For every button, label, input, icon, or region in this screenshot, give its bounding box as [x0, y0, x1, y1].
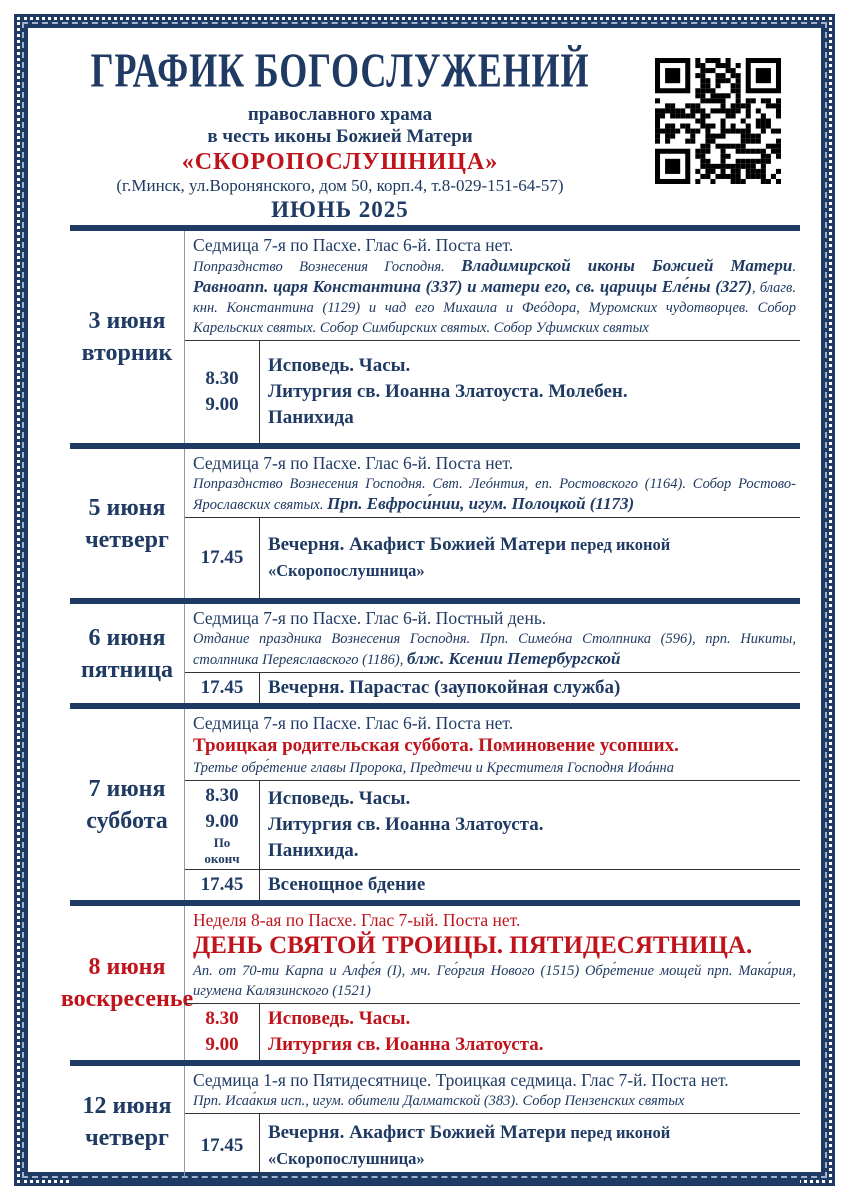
week-header: Седмица 7-я по Пасхе. Глас 6-й. Поста нет.	[193, 453, 514, 473]
service-row	[185, 340, 800, 443]
service-text: «Скоропослушница»	[268, 561, 425, 580]
service-text: Исповедь. Часы.	[268, 788, 411, 809]
service-time: 9.00	[205, 811, 239, 832]
service-line	[268, 1120, 792, 1146]
subtitle-line1: православного храма	[247, 104, 433, 125]
saints-commemoration	[193, 758, 796, 778]
service-time: 8.30	[205, 785, 239, 806]
day-body	[185, 906, 800, 1060]
weekday-label: четверг	[85, 526, 169, 553]
service-text: Литургия св. Иоанна Златоуста.	[268, 814, 544, 835]
service-line	[268, 379, 792, 405]
service-text: Литургия св. Иоанна Златоуста.	[268, 1034, 544, 1055]
service-line	[268, 1146, 792, 1172]
service-time: 9.00	[205, 1034, 239, 1055]
date-cell	[60, 906, 194, 1060]
day-info	[185, 1066, 800, 1113]
service-text: перед иконой	[566, 535, 671, 554]
service-text: Литургия св. Иоанна Златоуста. Молебен.	[268, 381, 628, 402]
saint-text: Отдание праздника Вознесения Господня. Прп. Симеóна Столпника (596), прп. Никиты, столпника Переяславского (1186),	[193, 631, 796, 668]
address: (г.Минск, ул.Воронянского, дом 50, корп.4, т.8-029-151-64-57)	[116, 176, 564, 195]
weekday-label: вторник	[81, 340, 173, 366]
service-text: Исповедь. Часы.	[268, 1008, 411, 1029]
service-times	[185, 518, 260, 598]
week-header: Седмица 7-я по Пасхе. Глас 6-й. Поста нет.	[193, 235, 514, 255]
service-time-note: оконч	[204, 851, 240, 866]
service-lines	[260, 781, 800, 869]
date-label: 8 июня	[88, 954, 166, 980]
saint-text: Равноапп. царя Константина (337) и матери его, св. царицы Еле́ны (327)	[193, 277, 753, 296]
service-time-note: По	[213, 835, 231, 850]
weekday-label: воскресенье	[60, 986, 194, 1012]
week-header: Седмица 7-я по Пасхе. Глас 6-й. Постный день.	[193, 608, 547, 628]
service-text: Вечерня. Акафист Божией Матери	[268, 1122, 567, 1143]
feast-title: Троицкая родительская суббота. Поминовение усопших.	[193, 735, 679, 756]
saints-commemoration	[193, 629, 796, 670]
day-row	[60, 900, 800, 1060]
service-row	[185, 1003, 800, 1060]
service-lines	[260, 341, 800, 443]
service-times	[185, 1004, 260, 1060]
date-label: 6 июня	[88, 624, 166, 651]
service-line	[268, 812, 792, 838]
date-cell	[70, 449, 185, 598]
date-label: 5 июня	[88, 494, 166, 521]
saint-text: Попразднство Вознесения Господня. Свт. Леóнтия, еп. Ростовского (1164). Собор Ростово-Ярославских святых.	[193, 476, 796, 513]
service-text: Всенощное бдение	[268, 874, 426, 895]
service-text: перед иконой	[566, 1123, 671, 1142]
date-cell	[70, 1066, 185, 1178]
service-text: «Скоропослушница»	[268, 1149, 425, 1168]
saints-commemoration	[193, 474, 796, 515]
service-lines	[260, 673, 800, 703]
day-body	[185, 231, 800, 443]
service-line	[268, 405, 792, 431]
qr-code[interactable]	[655, 58, 781, 184]
service-lines	[260, 870, 800, 900]
day-body	[185, 604, 800, 703]
service-time: 17.45	[200, 1135, 244, 1156]
service-line	[268, 872, 792, 898]
service-times	[185, 673, 260, 703]
month: ИЮНЬ 2025	[271, 197, 409, 222]
service-line	[268, 532, 792, 558]
service-line	[268, 786, 792, 812]
day-info	[185, 906, 800, 1003]
service-time: 17.45	[200, 677, 244, 698]
service-row	[185, 869, 800, 900]
saint-text: Третье обре́тение главы Пророка, Предтечи и Крестителя Господня Иоáнна	[193, 760, 674, 776]
saint-text: Прп. Исаа́кия исп., игум. обители Далматской (383). Собор Пензенских святых	[193, 1093, 685, 1109]
service-line	[268, 353, 792, 379]
weekday-label: суббота	[86, 807, 168, 834]
saint-text: Прп. Евфроси́нии, игум. Полоцкой (1173)	[327, 494, 635, 513]
day-body	[185, 709, 800, 900]
service-lines	[260, 1114, 800, 1178]
saint-text: , благв. кнн. Константина (1129) и чад его Михаила и Феóдора, Муромских чудотворцев. Собор Карельских святых. Собор Симбирских святых. Собор Уфимских святых	[193, 280, 796, 336]
day-info	[185, 231, 800, 340]
service-row	[185, 780, 800, 869]
service-times	[185, 870, 260, 900]
saint-text: .	[792, 259, 796, 275]
saints-commemoration	[193, 256, 796, 338]
saint-text: Попразднство Вознесения Господня.	[193, 259, 462, 275]
saint-text: Ап. от 70-ти Карпа и Алфе́я (I), мч. Гео́ргия Нового (1515) Обре́тение мощей прп. Мака́рия, игумена Калязинского (1521)	[193, 963, 796, 999]
saint-text: Владимирской иконы Божией Матери	[461, 256, 793, 275]
week-header: Неделя 8-ая по Пасхе. Глас 7-ый. Поста нет.	[193, 910, 521, 930]
day-row	[70, 1060, 800, 1183]
service-line	[268, 675, 792, 701]
date-cell	[70, 709, 185, 900]
service-text: Вечерня. Акафист Божией Матери	[268, 534, 567, 555]
day-row	[70, 443, 800, 598]
saints-commemoration	[193, 961, 796, 1001]
service-time: 17.45	[200, 547, 244, 568]
schedule-table	[60, 225, 800, 1183]
service-line	[268, 558, 792, 584]
service-time: 9.00	[205, 394, 239, 415]
date-label: 12 июня	[82, 1093, 172, 1119]
service-row	[185, 1113, 800, 1178]
service-lines	[260, 518, 800, 598]
service-row	[185, 672, 800, 703]
day-body	[185, 449, 800, 598]
service-times	[185, 1114, 260, 1178]
service-times	[185, 781, 260, 869]
service-row	[185, 517, 800, 598]
day-row	[70, 225, 800, 443]
day-row	[70, 703, 800, 900]
date-label: 3 июня	[88, 308, 166, 334]
date-cell	[70, 604, 185, 703]
service-time: 17.45	[200, 874, 244, 895]
service-text: Исповедь. Часы.	[268, 355, 411, 376]
week-header: Седмица 1-я по Пятидесятнице. Троицкая седмица. Глас 7-й. Поста нет.	[193, 1070, 729, 1090]
week-header: Седмица 7-я по Пасхе. Глас 6-й. Поста нет.	[193, 713, 514, 733]
date-label: 7 июня	[88, 775, 166, 802]
date-cell	[70, 231, 185, 443]
weekday-label: пятница	[80, 656, 174, 683]
service-line	[268, 1006, 792, 1032]
service-text: Вечерня. Парастас (заупокойная служба)	[268, 677, 621, 698]
service-time: 8.30	[205, 1008, 239, 1029]
church-name: «СКОРОПОСЛУШНИЦА»	[181, 149, 499, 175]
day-row	[70, 598, 800, 703]
saints-commemoration	[193, 1091, 796, 1111]
service-times	[185, 341, 260, 443]
feast-title: ДЕНЬ СВЯТОЙ ТРОИЦЫ. ПЯТИДЕСЯТНИЦА.	[193, 932, 753, 959]
service-text: Панихида	[268, 407, 354, 428]
weekday-label: четверг	[85, 1125, 169, 1151]
day-body	[185, 1066, 800, 1178]
subtitle-line2: в честь иконы Божией Матери	[207, 126, 473, 147]
service-line	[268, 1032, 792, 1058]
day-info	[185, 449, 800, 517]
page-title: ГРАФИК БОГОСЛУЖЕНИЙ	[90, 43, 590, 98]
service-time: 8.30	[205, 368, 239, 389]
saint-text: блж. Ксении Петербургской	[407, 649, 621, 668]
day-info	[185, 604, 800, 672]
service-text: Панихида.	[268, 840, 359, 861]
day-info	[185, 709, 800, 780]
service-lines	[260, 1004, 800, 1060]
service-line	[268, 838, 792, 864]
